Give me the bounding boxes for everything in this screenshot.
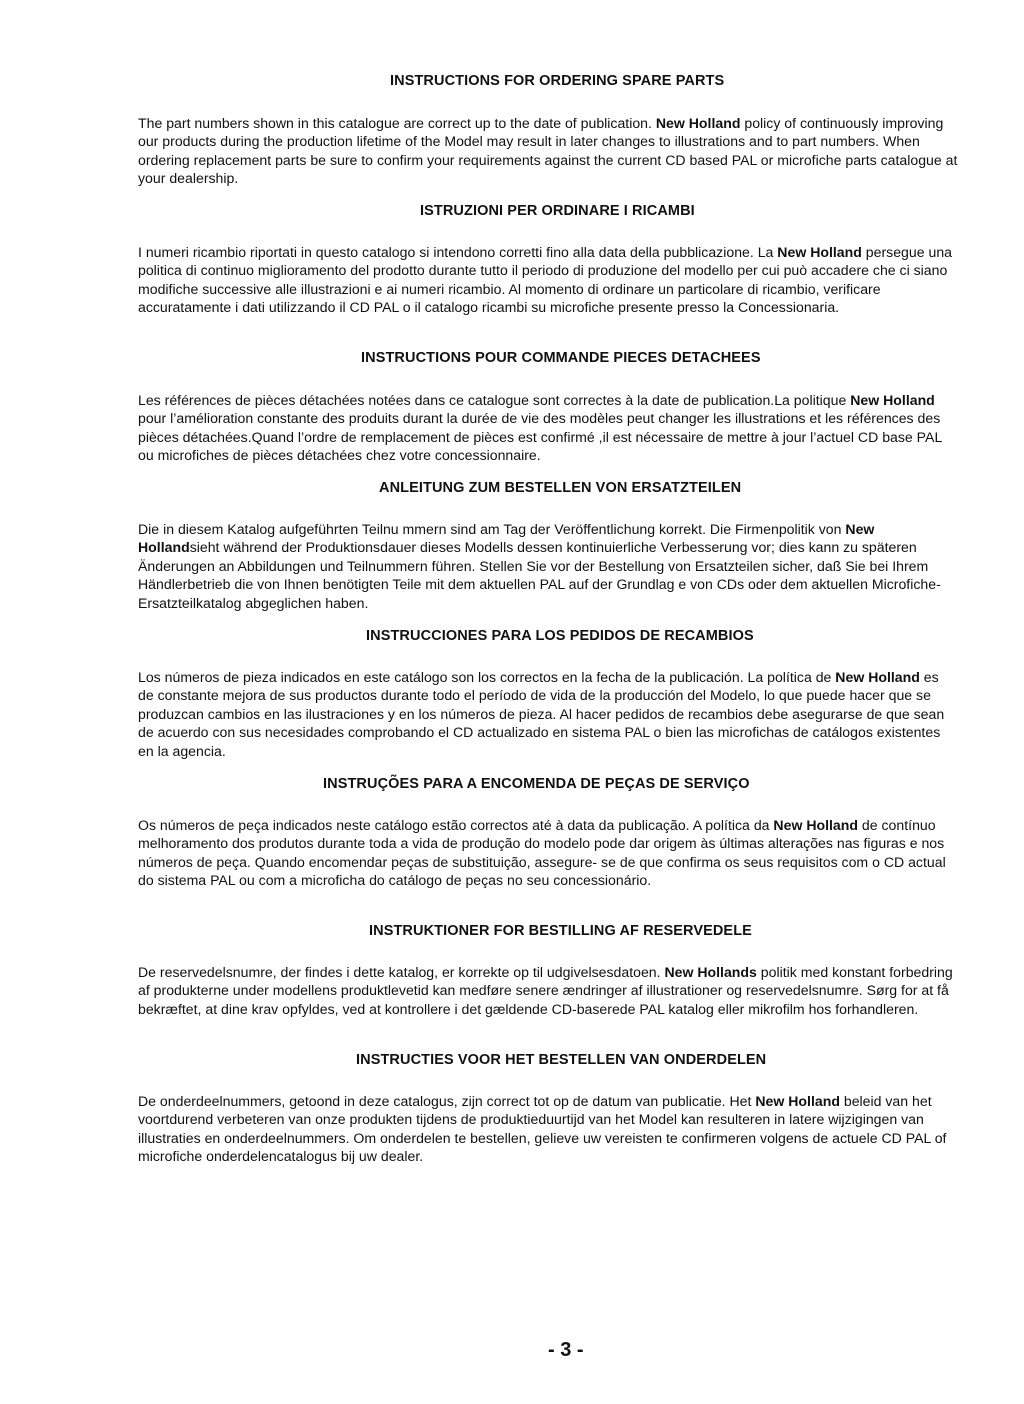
paragraph-text-end: policy of continuously improving our products during the production lifetime of the Model may result in later changes to illustrations and to part numbers. When ordering replacement parts be sure to confirm your requirements against the current CD based PAL or microfiche parts catalogue at your dealership.: [138, 115, 958, 187]
section-title-spanish: INSTRUCCIONES PARA LOS PEDIDOS DE RECAMBIOS: [366, 628, 754, 644]
section-title-italian: ISTRUZIONI PER ORDINARE I RICAMBI: [420, 203, 695, 219]
section-title-french: INSTRUCTIONS POUR COMMANDE PIECES DETACHEES: [361, 350, 761, 366]
brand-name: New Holland: [773, 817, 858, 833]
paragraph-text-end: beleid van het voortdurend verbeteren van onze produkten tijdens de produktieduurtijd van het Model kan resulteren in latere wijzigingen van illustraties en onderdeelnummers. Om onderdelen te bestellen, gelieve uw vereisten te confirmeren volgens de actuele CD PAL of microfiche onderdelencatalogus bij uw dealer.: [138, 1093, 947, 1165]
paragraph-german: [138, 520, 958, 612]
brand-name: New Holland: [138, 521, 875, 556]
section-title-portuguese: INSTRUÇÕES PARA A ENCOMENDA DE PEÇAS DE SERVIÇO: [323, 776, 750, 792]
section-body-english: [138, 114, 958, 188]
section-body-german: [138, 520, 958, 612]
paragraph-text-start: I numeri ricambio riportati in questo catalogo si intendono corretti fino alla data della pubblicazione. La: [138, 244, 778, 260]
brand-name: New Holland: [777, 244, 862, 260]
paragraph-text-end: sieht während der Produktionsdauer dieses Modells dessen kontinuierliche Verbesserung vor; dies kann zu späteren Änderungen an Abbildungen und Teilnummern führen. Stellen Sie vor der Bestellung von Ersatzteilen sicher, daß Sie bei Ihrem Händlerbetrieb die von Ihnen benötigten Teile mit dem aktuellen PAL auf der Grundlag e von CDs oder dem aktuellen Microfiche-Ersatzteilkatalog abgeglichen haben.: [138, 539, 941, 611]
paragraph-text-end: de contínuo melhoramento dos produtos durante toda a vida de produção do modelo pode dar origem às últimas alterações nas figuras e nos números de peça. Quando encomendar peças de substituição, assegure- se de que confirma os seus requisitos com o CD actual do sistema PAL ou com a microficha do catálogo de peças no seu concessionário.: [138, 817, 946, 889]
section-body-french: [138, 391, 958, 465]
brand-name: New Holland: [755, 1093, 840, 1109]
section-body-italian: [138, 243, 958, 317]
paragraph-text-start: Les références de pièces détachées notées dans ce catalogue sont correctes à la date de publication.La politique: [138, 392, 851, 408]
page-number: - 3 -: [548, 1339, 584, 1361]
paragraph-text-end: persegue una politica di continuo miglioramento del prodotto durante tutto il periodo di produzione del modello per cui può accadere che ci siano modifiche successive alle illustrazioni e ai numeri ricambio. Al momento di ordinare un particolare di ricambio, verificare accuratamente i dati utilizzando il CD PAL o il catalogo ricambi su microfiche presente presso la Concessionaria.: [138, 244, 952, 316]
paragraph-text-start: De reservedelsnumre, der findes i dette katalog, er korrekte op til udgivelsesdatoen.: [138, 964, 665, 980]
paragraph-english: [138, 114, 958, 188]
paragraph-text-end: politik med konstant forbedring af produkterne under modellens produktlevetid kan medføre senere ændringer af illustrationer og reservedelsnumre. Sørg for at få bekræftet, at dine krav opfyldes, ved at kontrollere i det gældende CD-baserede PAL katalog eller mikrofilm hos forhandleren.: [138, 964, 953, 1017]
section-title-german: ANLEITUNG ZUM BESTELLEN VON ERSATZTEILEN: [379, 480, 742, 496]
paragraph-italian: [138, 243, 958, 317]
paragraph-danish: [138, 963, 958, 1018]
brand-name: New Holland: [850, 392, 935, 408]
paragraph-text-start: Los números de pieza indicados en este catálogo son los correctos en la fecha de la publicación. La política de: [138, 669, 836, 685]
paragraph-text-start: The part numbers shown in this catalogue are correct up to the date of publication.: [138, 115, 656, 131]
section-title-dutch: INSTRUCTIES VOOR HET BESTELLEN VAN ONDERDELEN: [356, 1052, 767, 1068]
brand-name: New Hollands: [664, 964, 757, 980]
paragraph-text-end: pour l’amélioration constante des produits durant la durée de vie des modèles peut changer les illustrations et les références des pièces détachées.Quand l’ordre de remplacement de pièces est confirmé ,il est nécessaire de mettre à jour l’actuel CD base PAL ou microfiches de pièces détachées chez votre concessionnaire.: [138, 410, 942, 464]
paragraph-portuguese: [138, 816, 958, 890]
paragraph-text-end: es de constante mejora de sus productos durante todo el período de vida de la producción del Modelo, lo que puede hacer que se produzcan cambios en las ilustraciones y en los números de pieza. Al hacer pedidos de recambios debe asegurarse de que sean de acuerdo con sus necesidades comprobando el CD actualizado en sistema PAL o bien las microfichas de catálogos existentes en la agencia.: [138, 669, 945, 759]
section-body-portuguese: [138, 816, 958, 890]
paragraph-french: [138, 391, 958, 465]
paragraph-spanish: [138, 668, 958, 760]
section-body-spanish: [138, 668, 958, 760]
section-title-danish: INSTRUKTIONER FOR BESTILLING AF RESERVEDELE: [369, 923, 752, 939]
brand-name: New Holland: [655, 115, 741, 131]
paragraph-text-start: Os números de peça indicados neste catálogo estão correctos até à data da publicação. A política da: [138, 817, 774, 833]
paragraph-dutch: [138, 1092, 958, 1166]
paragraph-text-start: Die in diesem Katalog aufgeführten Teilnu mmern sind am Tag der Veröffentlichung korrekt. Die Firmenpolitik von: [138, 521, 846, 537]
brand-name: New Holland: [835, 669, 920, 685]
section-body-dutch: [138, 1092, 958, 1166]
section-body-danish: [138, 963, 958, 1018]
paragraph-text-start: De onderdeelnummers, getoond in deze catalogus, zijn correct tot op de datum van publicatie. Het: [138, 1093, 756, 1109]
section-title-english: INSTRUCTIONS FOR ORDERING SPARE PARTS: [390, 73, 725, 89]
